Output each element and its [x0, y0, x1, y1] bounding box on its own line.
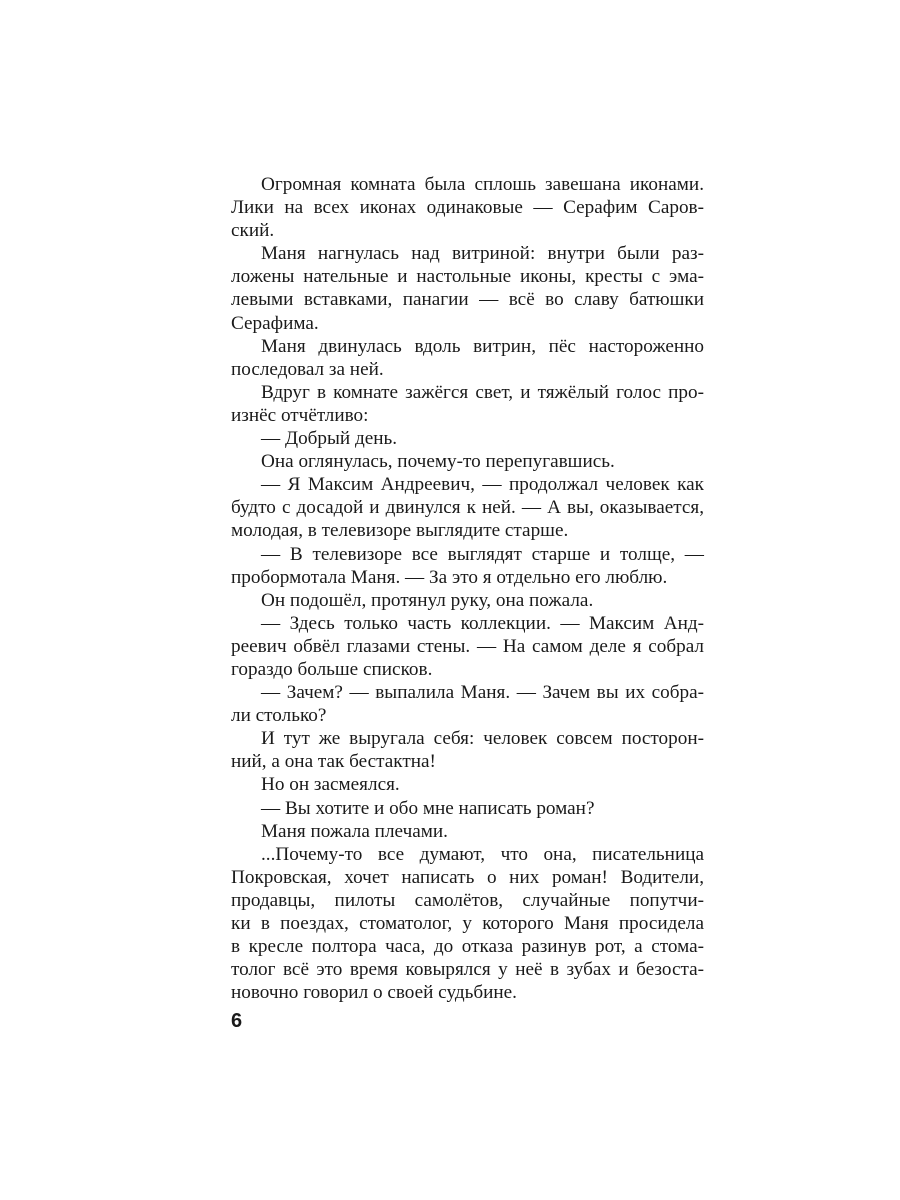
paragraph [231, 681, 704, 727]
text-line: продавцы, пилоты самолётов, случайные попутчи- [231, 889, 704, 911]
text-line: ли столько? [231, 705, 327, 727]
text-line: гораздо больше списков. [231, 658, 433, 680]
paragraph [231, 797, 704, 820]
text-line: — Зачем? — выпалила Маня. — Зачем вы их собра- [261, 682, 704, 704]
text-line: Маня нагнулась над витриной: внутри были раз- [261, 243, 704, 265]
text-line: толог всё это время ковырялся у неё в зубах и безоста- [231, 959, 704, 981]
text-line: новочно говорил о своей судьбине. [231, 982, 517, 1004]
page-number: 6 [231, 1010, 243, 1032]
text-line: будто с досадой и двинулся к ней. — А вы, оказывается, [231, 497, 704, 519]
text-line: левыми вставками, панагии — всё во славу батюшки [231, 289, 704, 311]
paragraph [231, 173, 704, 242]
text-line: — Я Максим Андреевич, — продолжал человек как [261, 474, 704, 496]
paragraph [231, 242, 704, 334]
text-line: Он подошёл, протянул руку, она пожала. [261, 589, 594, 611]
text-line: Покровская, хочет написать о них роман! Водители, [231, 866, 704, 888]
paragraph [231, 773, 704, 796]
paragraph [231, 589, 704, 612]
body-text [231, 173, 704, 1004]
text-line: Она оглянулась, почему-то перепугавшись. [261, 451, 615, 473]
text-line: последовал за ней. [231, 358, 384, 380]
paragraph [231, 727, 704, 773]
paragraph [231, 450, 704, 473]
paragraph [231, 543, 704, 589]
text-line: ки в поездах, стоматолог, у которого Маня просидела [231, 913, 704, 934]
paragraph [231, 427, 704, 450]
text-line: — В телевизоре все выглядят старше и толще, — [261, 543, 704, 565]
text-line: Вдруг в комнате зажёгся свет, и тяжёлый голос про- [261, 381, 704, 403]
paragraph [231, 473, 704, 542]
text-line: Маня пожала плечами. [261, 820, 448, 842]
text-line: — Здесь только часть коллекции. — Максим Анд- [261, 612, 704, 634]
text-line: Серафима. [231, 312, 319, 334]
text-line: ...Почему-то все думают, что она, писательница [261, 843, 704, 865]
text-line: ложены нательные и настольные иконы, кресты с эма- [231, 266, 704, 288]
text-line: пробормотала Маня. — За это я отдельно его люблю. [231, 566, 668, 588]
text-line: Огромная комната была сплошь завешана иконами. [261, 174, 704, 195]
text-line: ний, а она так бестактна! [231, 751, 436, 773]
paragraph [231, 843, 704, 1005]
text-line: Маня двинулась вдоль витрин, пёс настороженно [261, 335, 704, 357]
paragraph [231, 381, 704, 427]
text-line: ский. [231, 220, 275, 242]
text-line: И тут же выругала себя: человек совсем посторон- [261, 728, 704, 750]
text-line: в кресле полтора часа, до отказа разинув рот, а стома- [231, 936, 704, 958]
text-line: — Вы хотите и обо мне написать роман? [261, 797, 595, 819]
paragraph [231, 820, 704, 843]
text-line: Но он засмеялся. [261, 774, 400, 796]
text-line: изнёс отчётливо: [231, 404, 369, 426]
paragraph [231, 612, 704, 681]
text-line: молодая, в телевизоре выглядите старше. [231, 520, 569, 542]
paragraph [231, 335, 704, 381]
text-line: реевич обвёл глазами стены. — На самом деле я собрал [231, 635, 704, 657]
text-line: Лики на всех иконах одинаковые — Серафим Саров- [231, 197, 704, 219]
text-line: — Добрый день. [261, 428, 398, 450]
